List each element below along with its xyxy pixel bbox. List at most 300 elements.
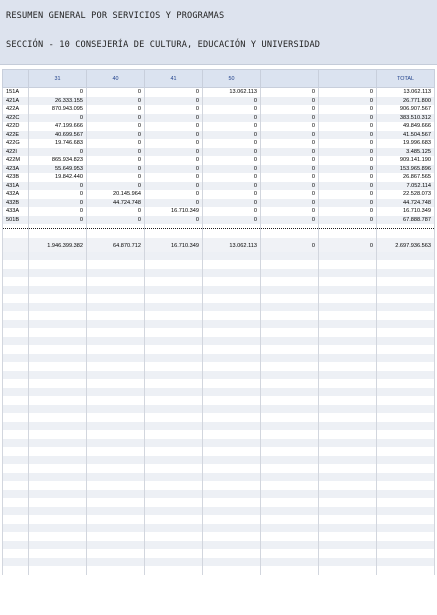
table-cell [261,303,319,312]
table-cell: 0 [261,165,319,174]
table-cell [261,371,319,380]
table-cell: 13.062.113 [203,88,261,97]
table-cell [87,345,145,354]
table-cell [87,320,145,329]
table-cell [87,524,145,533]
table-cell: 0 [319,207,377,216]
table-cell [3,303,29,312]
table-cell [87,229,145,238]
table-cell: 0 [261,173,319,182]
table-cell [29,498,87,507]
table-cell [377,345,435,354]
table-cell [145,549,203,558]
table-cell [3,337,29,346]
program-code: 423A [3,165,29,174]
table-cell [29,354,87,363]
table-cell: 0 [319,97,377,106]
table-cell [261,337,319,346]
table-cell: 0 [319,139,377,148]
table-cell: 19.996.683 [377,139,435,148]
table-cell: 13.062.113 [377,88,435,97]
table-cell [377,532,435,541]
table-cell [319,379,377,388]
table-cell [145,422,203,431]
table-cell [203,541,261,550]
table-cell [145,541,203,550]
table-cell [319,229,377,238]
table-cell [29,490,87,499]
table-cell [145,532,203,541]
table-cell [203,269,261,278]
table-cell [87,328,145,337]
table-cell [377,473,435,482]
table-cell: 0 [87,122,145,131]
table-cell [145,311,203,320]
table-row [3,173,435,182]
table-cell [145,464,203,473]
table-cell: 0 [319,131,377,140]
table-cell [87,311,145,320]
table-body [3,88,435,575]
table-cell [145,328,203,337]
table-cell [145,379,203,388]
table-cell: 0 [319,238,377,252]
table-cell [29,541,87,550]
table-cell [29,524,87,533]
table-cell [29,269,87,278]
table-cell [145,481,203,490]
table-cell [29,294,87,303]
table-cell [203,379,261,388]
table-cell [203,405,261,414]
table-cell: 0 [261,190,319,199]
table-row [3,156,435,165]
table-cell [319,303,377,312]
table-cell [145,430,203,439]
table-cell: 0 [203,114,261,123]
table-cell: 0 [87,105,145,114]
table-cell [3,541,29,550]
table-cell [261,388,319,397]
table-cell [319,252,377,261]
table-cell: 0 [87,165,145,174]
table-cell [3,439,29,448]
table-cell [145,388,203,397]
table-cell [203,515,261,524]
table-cell: 0 [319,156,377,165]
table-cell: 0 [203,173,261,182]
table-cell [203,388,261,397]
table-cell [319,277,377,286]
table-cell [377,354,435,363]
table-cell: 0 [203,139,261,148]
program-code: 422G [3,139,29,148]
table-cell [319,439,377,448]
empty-row [3,252,435,261]
table-cell: 55.649.953 [29,165,87,174]
table-cell: 67.888.787 [377,216,435,225]
table-cell: 0 [145,97,203,106]
table-cell: 0 [319,105,377,114]
table-cell [29,328,87,337]
table-cell [3,229,29,238]
table-cell [3,328,29,337]
table-cell: 0 [261,105,319,114]
table-row [3,190,435,199]
table-cell: 0 [145,165,203,174]
column-header-3: 41 [145,70,203,88]
table-cell [87,252,145,261]
table-cell [319,345,377,354]
table-cell: 0 [29,199,87,208]
table-cell: 0 [319,122,377,131]
table-cell [3,524,29,533]
table-cell [319,473,377,482]
table-cell [203,490,261,499]
table-cell [29,303,87,312]
table-cell [29,430,87,439]
table-row [3,105,435,114]
table-cell [29,277,87,286]
program-code [3,238,29,252]
table-cell [3,388,29,397]
table-cell [3,252,29,261]
table-cell [87,422,145,431]
table-cell [261,473,319,482]
table-cell [261,549,319,558]
table-cell [87,337,145,346]
table-cell [203,566,261,575]
table-cell: 0 [319,88,377,97]
table-cell: 0 [203,105,261,114]
table-cell [145,371,203,380]
table-cell [319,498,377,507]
table-cell [29,379,87,388]
table-cell [203,473,261,482]
table-cell [203,354,261,363]
table-cell [261,362,319,371]
table-cell [29,337,87,346]
empty-row [3,311,435,320]
table-cell [377,498,435,507]
table-cell [203,345,261,354]
table-cell [203,532,261,541]
table-cell [261,345,319,354]
table-cell: 0 [261,238,319,252]
table-cell [145,524,203,533]
table-cell [3,481,29,490]
table-cell [261,541,319,550]
table-cell [3,379,29,388]
table-cell: 20.145.964 [87,190,145,199]
empty-row [3,481,435,490]
table-cell [145,447,203,456]
table-cell [87,371,145,380]
table-cell [87,515,145,524]
table-cell [3,532,29,541]
table-row [3,182,435,191]
table-cell [87,464,145,473]
table-cell: 0 [203,148,261,157]
table-cell [145,515,203,524]
table-cell [3,311,29,320]
table-cell [319,269,377,278]
column-header-0 [3,70,29,88]
table-row [3,165,435,174]
table-cell [3,260,29,269]
table-cell [319,566,377,575]
table-cell: 0 [29,88,87,97]
column-header-1: 31 [29,70,87,88]
table-cell [87,362,145,371]
table-cell [87,405,145,414]
table-cell: 0 [261,122,319,131]
table-cell [261,229,319,238]
empty-row [3,405,435,414]
table-cell [3,277,29,286]
table-cell [145,362,203,371]
table-cell [87,498,145,507]
table-cell [319,541,377,550]
table-cell [29,422,87,431]
table-cell [3,464,29,473]
table-cell [87,413,145,422]
table-cell: 0 [87,216,145,225]
table-cell [87,439,145,448]
table-cell [261,320,319,329]
table-cell: 0 [29,114,87,123]
table-cell: 0 [29,182,87,191]
table-cell: 16.710.349 [145,207,203,216]
table-row [3,114,435,123]
table-cell [261,379,319,388]
table-cell [203,558,261,567]
table-cell: 0 [261,88,319,97]
table-cell [203,320,261,329]
table-cell [29,515,87,524]
table-cell: 0 [203,190,261,199]
table-cell [145,260,203,269]
table-cell [87,558,145,567]
table-cell [319,320,377,329]
table-cell: 16.710.349 [377,207,435,216]
table-cell: 0 [87,182,145,191]
table-cell: 0 [261,182,319,191]
table-cell [145,498,203,507]
table-cell [377,277,435,286]
table-cell [203,430,261,439]
table-cell: 47.199.666 [29,122,87,131]
table-cell [261,405,319,414]
table-cell [145,405,203,414]
table-cell [261,481,319,490]
table-cell [203,549,261,558]
totals-row [3,238,435,252]
table-cell [319,362,377,371]
table-cell: 0 [145,114,203,123]
table-cell [145,507,203,516]
table-cell [319,388,377,397]
table-cell [29,532,87,541]
table-cell [3,447,29,456]
table-cell: 22.528.073 [377,190,435,199]
table-cell: 0 [319,216,377,225]
table-cell: 0 [145,190,203,199]
table-cell [3,515,29,524]
table-cell [29,481,87,490]
table-cell [87,260,145,269]
table-cell [261,277,319,286]
table-cell: 0 [29,148,87,157]
table-cell [319,328,377,337]
empty-row [3,294,435,303]
table-cell: 0 [29,190,87,199]
table-cell [29,413,87,422]
table-cell [203,507,261,516]
table-cell: 0 [145,182,203,191]
table-cell [3,269,29,278]
program-code: 432B [3,199,29,208]
table-cell [203,229,261,238]
table-cell: 0 [87,139,145,148]
table-cell [87,379,145,388]
program-code: 421A [3,97,29,106]
table-cell [29,558,87,567]
table-cell [203,362,261,371]
table-cell: 0 [87,173,145,182]
table-cell [145,286,203,295]
table-cell: 0 [145,105,203,114]
table-cell [319,447,377,456]
table-cell [261,328,319,337]
table-cell [145,490,203,499]
table-cell [377,507,435,516]
table-cell: 19.842.440 [29,173,87,182]
program-code: 422A [3,105,29,114]
table-cell [29,320,87,329]
empty-row [3,269,435,278]
table-cell: 0 [261,97,319,106]
table-cell [3,320,29,329]
table-cell [319,260,377,269]
empty-row [3,260,435,269]
table-cell [203,311,261,320]
table-cell [319,490,377,499]
program-code: 431A [3,182,29,191]
empty-row [3,490,435,499]
table-cell: 0 [261,156,319,165]
table-cell [3,549,29,558]
report-header [0,0,437,65]
table-cell [203,371,261,380]
table-cell [319,549,377,558]
table-cell [3,422,29,431]
empty-row [3,379,435,388]
table-cell [87,388,145,397]
table-cell [145,413,203,422]
table-cell [377,405,435,414]
table-cell [87,541,145,550]
table-cell: 0 [261,216,319,225]
table-cell [261,354,319,363]
empty-row [3,507,435,516]
table-cell [377,464,435,473]
table-cell [377,515,435,524]
table-cell [29,396,87,405]
empty-row [3,549,435,558]
table-cell [377,566,435,575]
table-cell [29,405,87,414]
table-cell [319,456,377,465]
table-cell [145,354,203,363]
table-cell: 0 [87,97,145,106]
empty-row [3,354,435,363]
table-cell [145,294,203,303]
table-cell: 0 [319,199,377,208]
table-cell: 7.052.114 [377,182,435,191]
table-cell: 41.504.567 [377,131,435,140]
table-cell [145,303,203,312]
table-cell: 0 [145,139,203,148]
table-cell: 0 [203,182,261,191]
table-cell: 0 [145,173,203,182]
table-cell [319,413,377,422]
empty-row [3,345,435,354]
table-cell [319,286,377,295]
table-cell: 0 [203,131,261,140]
table-cell [145,252,203,261]
table-cell [377,447,435,456]
report-title: RESUMEN GENERAL POR SERVICIOS Y PROGRAMAS [6,11,225,21]
table-cell [261,498,319,507]
table-cell: 870.943.095 [29,105,87,114]
table-cell: 26.333.155 [29,97,87,106]
table-cell [29,371,87,380]
table-cell: 0 [87,114,145,123]
table-cell [87,430,145,439]
column-header-5 [261,70,319,88]
table-cell [203,286,261,295]
table-cell [377,337,435,346]
table-cell [261,456,319,465]
table-cell: 0 [87,156,145,165]
table-cell [145,473,203,482]
table-cell [203,396,261,405]
table-cell: 2.697.936.563 [377,238,435,252]
table-cell [261,490,319,499]
table-row [3,139,435,148]
empty-row [3,396,435,405]
table-cell: 906.907.567 [377,105,435,114]
table-cell [377,439,435,448]
table-cell: 3.485.125 [377,148,435,157]
table-cell: 0 [261,207,319,216]
table-cell [203,422,261,431]
table-cell [3,405,29,414]
table-cell [3,371,29,380]
column-header-6 [319,70,377,88]
table-cell: 0 [261,199,319,208]
table-cell [203,464,261,473]
table-cell: 0 [87,148,145,157]
table-cell [377,549,435,558]
table-cell [377,422,435,431]
table-cell [3,566,29,575]
empty-row [3,362,435,371]
table-cell [261,524,319,533]
table-cell [29,252,87,261]
table-cell [261,439,319,448]
